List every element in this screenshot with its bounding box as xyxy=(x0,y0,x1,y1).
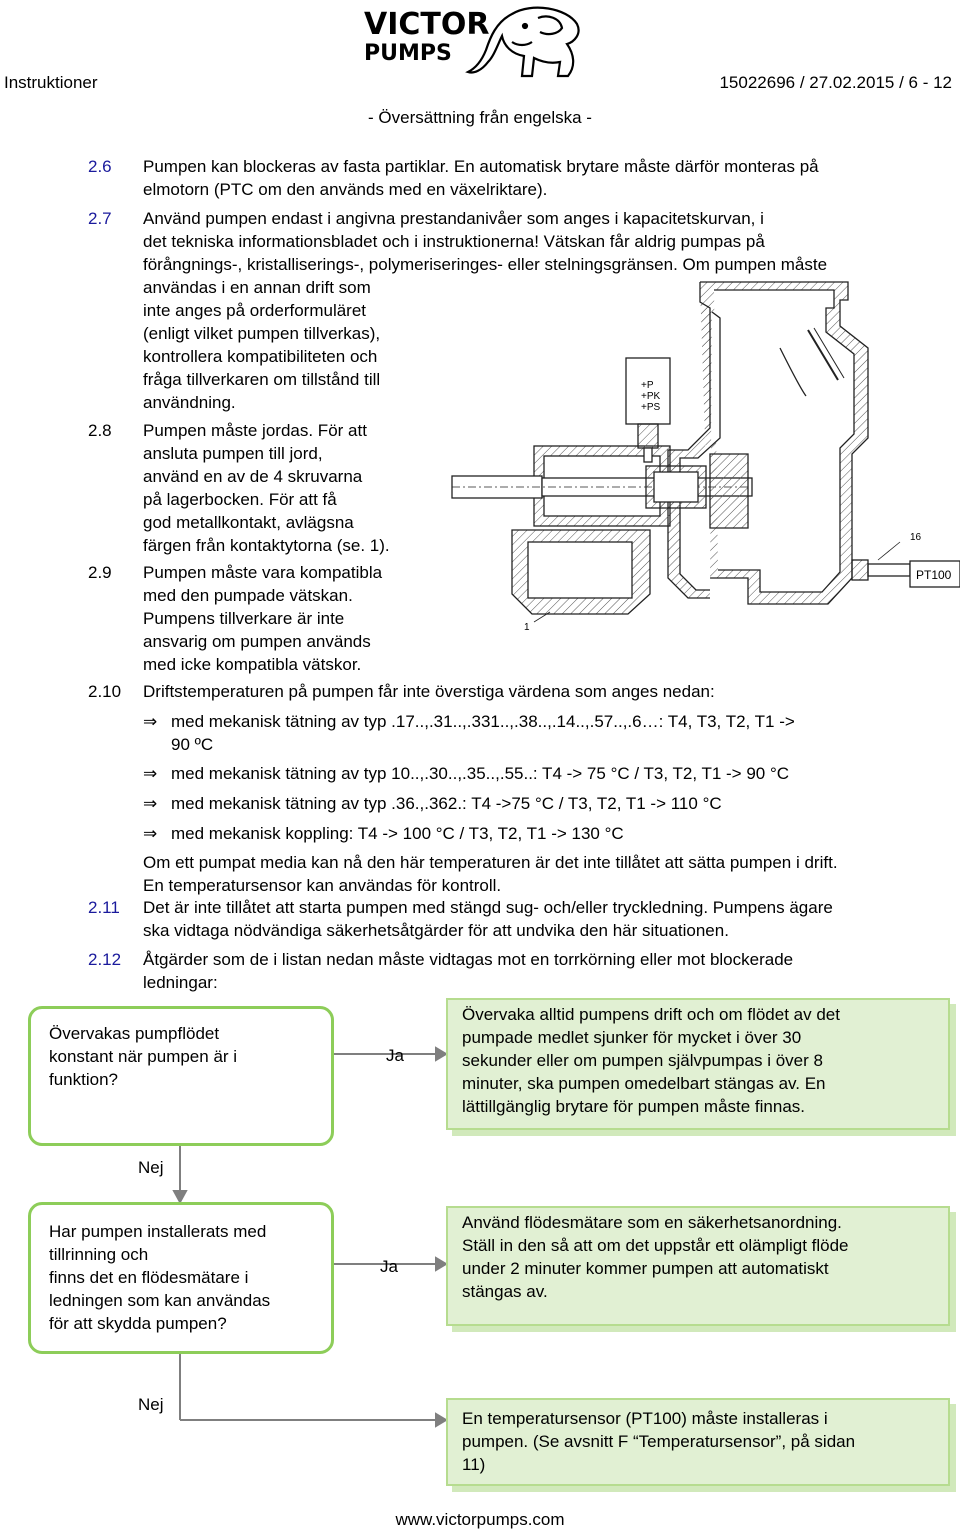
flow-action-2-line: stängas av. xyxy=(462,1282,548,1301)
flow-action-1-line: Övervaka alltid pumpens drift och om flödet av det xyxy=(462,1005,840,1024)
section-2-6-line: elmotorn (PTC om den används med en växelriktare). xyxy=(143,180,548,199)
section-2-9-line: ansvarig om pumpen används xyxy=(143,632,371,651)
section-2-7-line: förångnings-, kristalliserings-, polymeriseringes- eller stelningsgränsen. Om pumpen måste xyxy=(143,255,828,274)
section-2-8-line: på lagerbocken. För att få xyxy=(143,490,337,509)
flow-action-2-line: Använd flödesmätare som en säkerhetsanordning. xyxy=(462,1213,842,1232)
flow-action-1-line: lättillgänglig brytare för pumpen måste finnas. xyxy=(462,1097,806,1116)
flow-action-3-line: pumpen. (Se avsnitt F “Temperatursensor”, på sidan xyxy=(462,1432,856,1451)
section-2-7-line: Använd pumpen endast i angivna prestandanivåer som anges i kapacitetskurvan, i xyxy=(143,209,764,228)
header-doc-type: Instruktioner xyxy=(4,73,98,92)
section-2-10-line: Driftstemperaturen på pumpen får inte överstiga värdena som anges nedan: xyxy=(143,682,715,701)
flow-action-1 xyxy=(446,998,950,1130)
temperature-limit-item: med mekanisk koppling: T4 -> 100 °C / T3, T2, T1 -> 130 °C xyxy=(171,824,624,843)
section-number: 2.7 xyxy=(88,209,112,228)
section-2-7-line: användas i en annan drift som xyxy=(143,278,371,297)
arrow-bullet-icon: ⇒ xyxy=(143,712,158,731)
section-2-10-note: En temperatursensor kan användas för kontroll. xyxy=(143,876,502,895)
flow-action-1-line: pumpade medlet sjunker för mycket i över 30 xyxy=(462,1028,802,1047)
section-2-7-line: kontrollera kompatibiliteten och xyxy=(143,347,378,366)
section-number: 2.9 xyxy=(88,563,112,582)
temperature-limit-item: med mekanisk tätning av typ .17..,.31..,.331..,.38..,.14..,.57..,.6…: T4, T3, T2, T1 -> xyxy=(171,712,795,731)
section-2-11-line: ska vidtaga nödvändiga säkerhetsåtgärder för att undvika den här situationen. xyxy=(143,921,729,940)
section-2-9-line: med icke kompatibla vätskor. xyxy=(143,655,362,674)
section-2-8-line: Pumpen måste jordas. För att xyxy=(143,421,367,440)
section-2-6-line: Pumpen kan blockeras av fasta partiklar. En automatisk brytare måste därför monteras på xyxy=(143,157,819,176)
flow-question-2-line: ledningen som kan användas xyxy=(49,1291,271,1310)
label-16: 16 xyxy=(910,532,922,543)
flow-question-1-line: funktion? xyxy=(49,1070,118,1089)
flow-action-2 xyxy=(446,1206,950,1326)
temperature-limit-item: med mekanisk tätning av typ .36.,.362.: T4 ->75 °C / T3, T2, T1 -> 110 °C xyxy=(171,794,722,813)
arrow-bullet-icon: ⇒ xyxy=(143,764,158,783)
flow-action-3-line: En temperatursensor (PT100) måste installeras i xyxy=(462,1409,828,1428)
logo-word-victor: VICTOR xyxy=(364,7,490,42)
section-2-12-line: ledningar: xyxy=(143,973,218,992)
section-2-8-line: ansluta pumpen till jord, xyxy=(143,444,323,463)
temperature-limit-item: med mekanisk tätning av typ 10..,.30..,.35..,.55..: T4 -> 75 °C / T3, T2, T1 -> 90 °C xyxy=(171,764,790,783)
section-number: 2.12 xyxy=(88,950,122,969)
flow-action-3 xyxy=(446,1398,950,1486)
section-2-7-line: (enligt vilket pumpen tillverkas), xyxy=(143,324,381,343)
flow-action-2-line: Ställ in den så att om det uppstår ett olämpligt flöde xyxy=(462,1236,849,1255)
flow-yes-label: Ja xyxy=(386,1046,404,1065)
logo-word-pumps: PUMPS xyxy=(364,41,452,66)
label-p: +P xyxy=(641,380,654,391)
section-2-8-line: använd en av de 4 skruvarna xyxy=(143,467,363,486)
flow-action-1-line: minuter, ska pumpen omedelbart stängas av. En xyxy=(462,1074,826,1093)
pump-cross-section-drawing xyxy=(448,278,960,640)
flow-question-2-line: finns det en flödesmätare i xyxy=(49,1268,249,1287)
section-number: 2.6 xyxy=(88,157,112,176)
section-2-9-line: Pumpen måste vara kompatibla xyxy=(143,563,383,582)
flow-question-2-line: för att skydda pumpen? xyxy=(49,1314,227,1333)
label-ps: +PS xyxy=(641,402,661,413)
flow-question-2-line: tillrinning och xyxy=(49,1245,149,1264)
flow-no-label: Nej xyxy=(138,1395,164,1414)
flow-question-2 xyxy=(28,1202,334,1354)
section-2-7-line: användning. xyxy=(143,393,236,412)
section-number: 2.11 xyxy=(88,898,120,917)
section-number: 2.10 xyxy=(88,682,122,701)
arrow-bullet-icon: ⇒ xyxy=(143,794,158,813)
section-2-8-line: färgen från kontaktytorna (se. 1). xyxy=(143,536,390,555)
section-number: 2.8 xyxy=(88,421,112,440)
flow-yes-label: Ja xyxy=(380,1257,398,1276)
flow-no-label: Nej xyxy=(138,1158,164,1177)
victor-pumps-logo xyxy=(362,4,592,84)
flow-question-2-line: Har pumpen installerats med xyxy=(49,1222,267,1241)
flow-action-1-line: sekunder eller om pumpen självpumpas i över 8 xyxy=(462,1051,823,1070)
flow-question-1-line: konstant när pumpen är i xyxy=(49,1047,238,1066)
flow-question-1-line: Övervakas pumpflödet xyxy=(49,1024,220,1043)
flow-action-2-line: under 2 minuter kommer pumpen att automatiskt xyxy=(462,1259,829,1278)
label-pk: +PK xyxy=(641,391,661,402)
section-2-9-line: Pumpens tillverkare är inte xyxy=(143,609,345,628)
section-2-10-note: Om ett pumpat media kan nå den här temperaturen är det inte tillåtet att sätta pumpen i drift. xyxy=(143,853,838,872)
section-2-11-line: Det är inte tillåtet att starta pumpen med stängd sug- och/eller tryckledning. Pumpens ägare xyxy=(143,898,833,917)
section-2-7-line: fråga tillverkaren om tillstånd till xyxy=(143,370,381,389)
label-1: 1 xyxy=(524,622,530,633)
arrow-bullet-icon: ⇒ xyxy=(143,824,158,843)
header-doc-ref: 15022696 / 27.02.2015 / 6 - 12 xyxy=(719,73,952,92)
label-pt100: PT100 xyxy=(916,568,952,582)
section-2-7-line: det tekniska informationsbladet och i instruktionerna! Vätskan får aldrig pumpas på xyxy=(143,232,765,251)
header-translation-note: - Översättning från engelska - xyxy=(368,108,592,127)
temperature-limit-item: 90 ºC xyxy=(171,735,214,754)
section-2-9-line: med den pumpade vätskan. xyxy=(143,586,353,605)
flow-action-3-line: 11) xyxy=(462,1455,486,1474)
section-2-8-line: god metallkontakt, avlägsna xyxy=(143,513,354,532)
footer-website: www.victorpumps.com xyxy=(395,1510,565,1529)
section-2-12-line: Åtgärder som de i listan nedan måste vidtagas mot en torrkörning eller mot blockerade xyxy=(143,950,794,969)
section-2-7-line: inte anges på orderformuläret xyxy=(143,301,367,320)
flow-question-1 xyxy=(28,1006,334,1146)
